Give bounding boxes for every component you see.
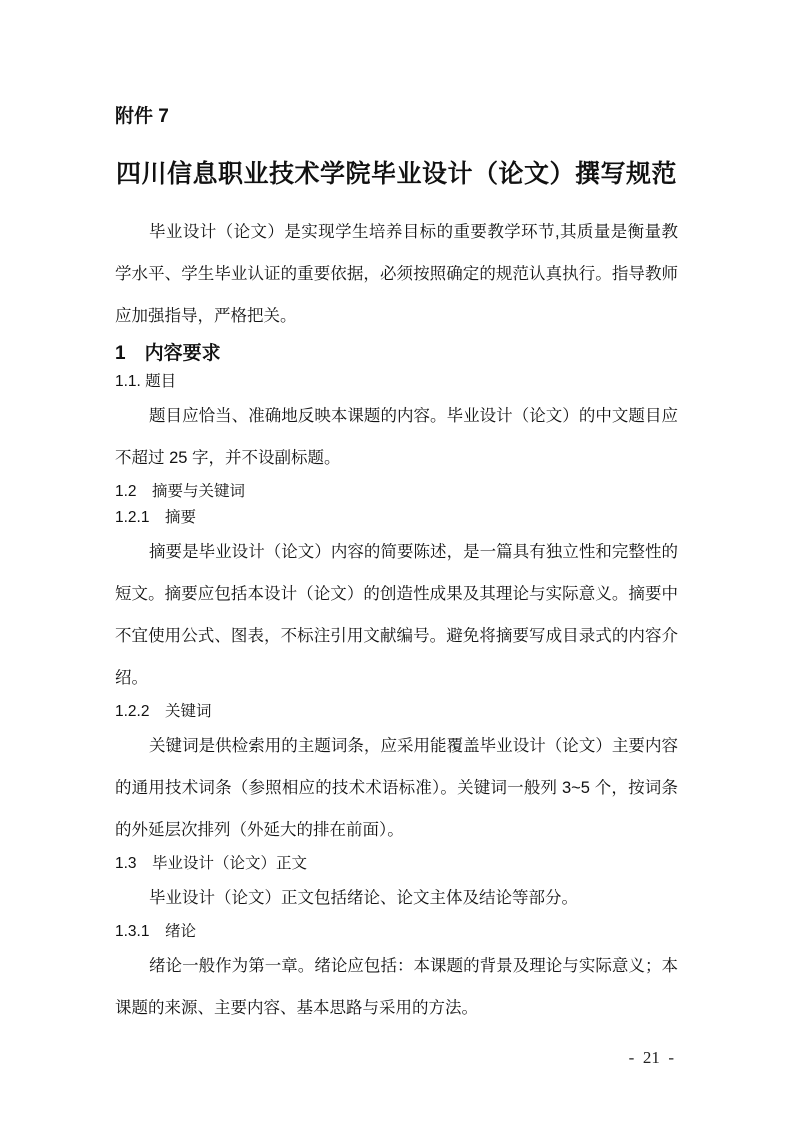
heading-1-2-abstract-and-keywords: 1.2 摘要与关键词 — [115, 483, 246, 500]
heading-1-2-1-abstract: 1.2.1 摘要 — [115, 509, 196, 526]
page-number: - 21 - — [628, 1048, 674, 1067]
paragraph-intro: 毕业设计（论文）是实现学生培养目标的重要教学环节,其质量是衡量教学水平、学生毕业认证的重要依据，必须按照确定的规范认真执行。指导教师应加强指导，严格把关。 — [115, 223, 678, 325]
heading-1-3-main-body: 1.3 毕业设计（论文）正文 — [115, 855, 308, 872]
paragraph-main-body-overview: 毕业设计（论文）正文包括绪论、论文主体及结论等部分。 — [149, 889, 578, 907]
paragraph-keywords: 关键词是供检索用的主题词条，应采用能覆盖毕业设计（论文）主要内容的通用技术词条（参照相应的技术术语标准）。关键词一般列 3~5 个，按词条的外延层次排列（外延大的排在前面）。 — [115, 737, 678, 839]
paragraph-introduction-chapter: 绪论一般作为第一章。绪论应包括：本课题的背景及理论与实际意义；本课题的来源、主要内容、基本思路与采用的方法。 — [115, 957, 678, 1017]
paragraph-topic: 题目应恰当、准确地反映本课题的内容。毕业设计（论文）的中文题目应不超过 25 字，并不设副标题。 — [115, 407, 678, 467]
heading-1-content-requirements: 1 内容要求 — [115, 343, 221, 364]
attachment-label: 附件 7 — [115, 106, 169, 127]
heading-1-1-topic: 1.1. 题目 — [115, 373, 177, 390]
document-title: 四川信息职业技术学院毕业设计（论文）撰写规范 — [115, 160, 677, 188]
heading-1-2-2-keywords: 1.2.2 关键词 — [115, 703, 212, 720]
paragraph-abstract: 摘要是毕业设计（论文）内容的简要陈述，是一篇具有独立性和完整性的短文。摘要应包括本设计（论文）的创造性成果及其理论与实际意义。摘要中不宜使用公式、图表，不标注引用文献编号。避免将摘要写成目录式的内容介绍。 — [115, 543, 678, 687]
heading-1-3-1-introduction: 1.3.1 绪论 — [115, 923, 196, 940]
